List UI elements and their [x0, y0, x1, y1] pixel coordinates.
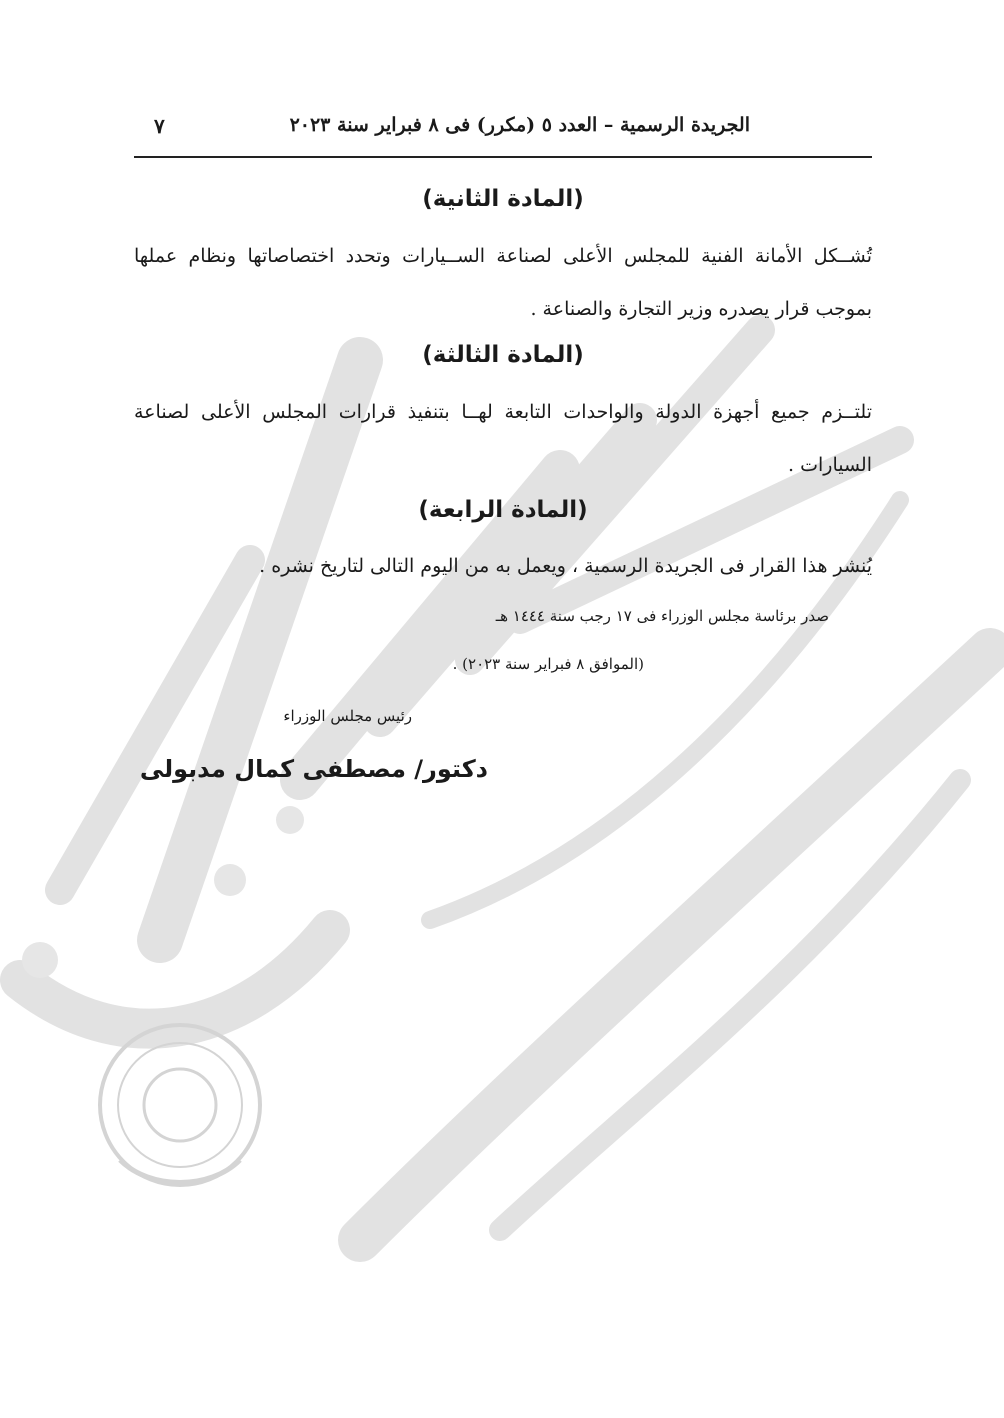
- watermark-stroke: [500, 780, 960, 1230]
- article-3-heading: (المادة الثالثة): [422, 342, 584, 368]
- article-2-text: تُشــكل الأمانة الفنية للمجلس الأعلى لصناعة الســيارات وتحدد اختصاصاتها ونظام عملها بموجب قرار يصدره وزير التجارة والصناعة .: [134, 245, 872, 320]
- watermark-dot: [276, 806, 304, 834]
- article-4-heading: (المادة الرابعة): [418, 497, 588, 523]
- issuance-line-2: (الموافق ٨ فبراير سنة ٢٠٢٣) .: [452, 655, 644, 673]
- watermark-stroke: [360, 650, 990, 1240]
- article-2-heading: (المادة الثانية): [422, 186, 584, 212]
- article-4-text: يُنشر هذا القرار فى الجريدة الرسمية ، ويعمل به من اليوم التالى لتاريخ نشره .: [259, 555, 872, 577]
- issuance-line-1: صدر برئاسة مجلس الوزراء فى ١٧ رجب سنة ١٤٤٤ هـ: [495, 607, 829, 625]
- watermark-dot: [214, 864, 246, 896]
- header-title: الجريدة الرسمية – العدد ٥ (مكرر) فى ٨ فبراير سنة ٢٠٢٣: [289, 114, 750, 136]
- watermark-dot: [22, 942, 58, 978]
- article-3-text: تلتــزم جميع أجهزة الدولة والواحدات التابعة لهــا بتنفيذ قرارات المجلس الأعلى لصناعة السيارات .: [134, 401, 872, 476]
- signatory-name: دكتور/ مصطفى كمال مدبولى: [139, 755, 488, 783]
- watermark-stroke: [60, 560, 250, 890]
- signatory-title: رئيس مجلس الوزراء: [283, 707, 412, 725]
- seal-emblem: [100, 1025, 260, 1185]
- page-number: ٧: [154, 114, 165, 138]
- header-divider: [134, 156, 872, 158]
- page-header: [134, 112, 872, 148]
- watermark-stroke: [20, 930, 330, 1029]
